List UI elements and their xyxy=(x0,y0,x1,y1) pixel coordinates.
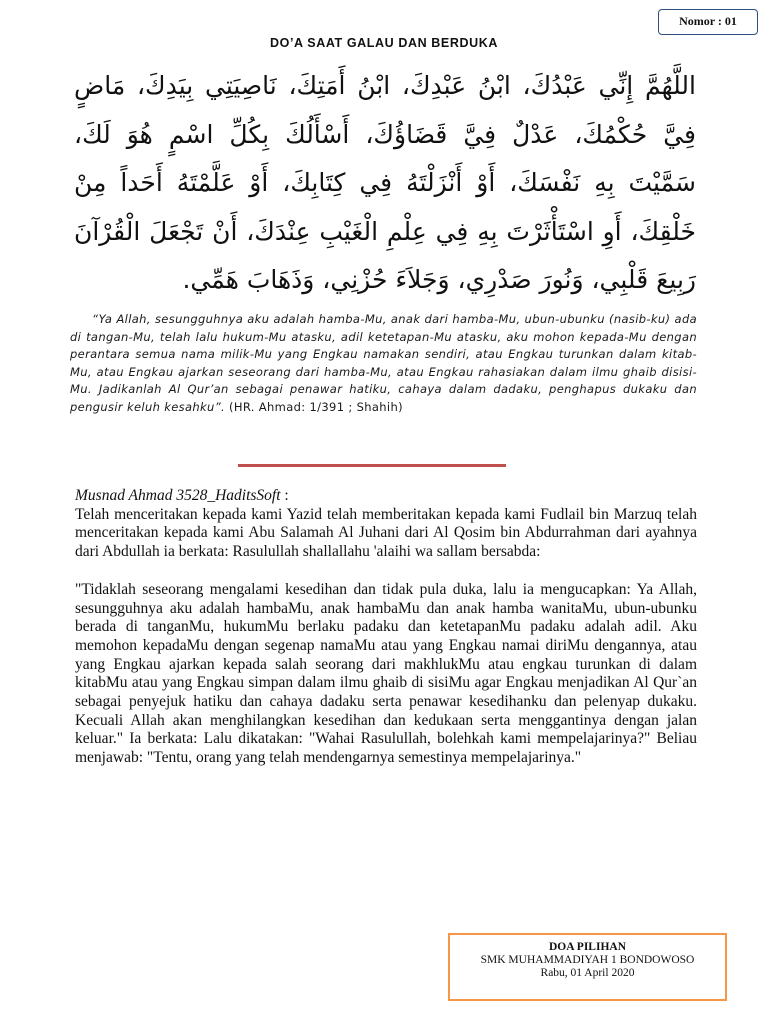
page-title: DO’A SAAT GALAU DAN BERDUKA xyxy=(270,36,498,50)
hadith-reference: Musnad Ahmad 3528_HaditsSoft xyxy=(75,487,281,504)
hadith-section xyxy=(75,487,697,768)
prayer-translation xyxy=(70,311,697,416)
footer-title: DOA PILIHAN xyxy=(549,941,626,953)
translation-text: “Ya Allah, sesungguhnya aku adalah hamba-Mu, anak dari hamba-Mu, ubun-ubunku (nasib-ku) ada di tangan-Mu, telah lalu hukum-Mu atasku, adil ketetapan-Mu atasku, aku mohon kepada-Mu dengan perantara semua nama milik-Mu yang Engkau namakan sendiri, atau Engkau turunkan dalam kitab-Mu, atau Engkau ajarkan seseorang dari hamba-Mu, atau Engkau rahasiakan dalam ilmu ghaib disisi-Mu. Jadikanlah Al Qur’an sebagai penawar hatiku, cahaya dalam dadaku, penghapus dukaku dan pengusir keluh kesahku”. xyxy=(70,312,697,414)
number-badge: Nomor : 01 xyxy=(658,9,758,35)
footer-box xyxy=(448,933,727,1001)
hadith-reference-line xyxy=(75,487,697,506)
footer-date: Rabu, 01 April 2020 xyxy=(540,967,635,979)
section-divider xyxy=(238,464,506,467)
translation-source: (HR. Ahmad: 1/391 ; Shahih) xyxy=(225,399,403,414)
arabic-prayer-text: اللَّهُمَّ إِنِّي عَبْدُكَ، ابْنُ عَبْدِكَ، ابْنُ أَمَتِكَ، نَاصِيَتِي بِيَدِكَ، مَاضٍ فِيَّ حُكْمُكَ، عَدْلٌ فِيَّ قَضَاؤُكَ، أَسْأَلُكَ بِكُلِّ اسْمٍ هُوَ لَكَ، سَمَّيْتَ بِهِ نَفْسَكَ، أَوْ أَنْزَلْتَهُ فِي كِتَابِكَ، أَوْ عَلَّمْتَهُ أَحَداً مِنْ خَلْقِكَ، أَوِ اسْتَأْثَرْتَ بِهِ فِي عِلْمِ الْغَيْبِ عِنْدَكَ، أَنْ تَجْعَلَ الْقُرْآنَ رَبِيعَ قَلْبِي، وَنُورَ صَدْرِي، وَجَلاَءَ حُزْنِي، وَذَهَابَ هَمِّي. xyxy=(74,71,696,294)
hadith-matn: "Tidaklah seseorang mengalami kesedihan dan tidak pula duka, lalu ia mengucapkan: Ya Allah, sesungguhnya aku adalah hambaMu, anak hambaMu dan anak hamba wanitaMu, ubun-ubunku berada di tanganMu, hukumMu berlaku padaku dan ketetapanMu padaku adalah adil. Aku memohon kepadaMu dengan segenap namaMu atau yang Engkau namai diriMu dengannya, atau yang Engkau ajarkan kepada salah seorang dari makhlukMu atau engkau turunkan di dalam kitabMu atau yang Engkau simpan dalam ilmu ghaib di sisiMu agar Engkau menjadikan Al Qur`an sebagai penyejuk hatiku dan cahaya dadaku serta penawar kesedihanku dan pelenyap dukaku. Kecuali Allah akan menghilangkan kesedihan dan kedukaan serta menggantinya dengan jalan keluar." Ia berkata: Lalu dikatakan: "Wahai Rasulullah, bolehkah kami mempelajarinya?" Beliau menjawab: "Tentu, orang yang telah mendengarnya semestinya mempelajarinya." xyxy=(75,580,697,767)
hadith-sanad: Telah menceritakan kepada kami Yazid telah memberitakan kepada kami Fudlail bin Marzuq telah menceritakan kepada kami Abu Salamah Al Juhani dari Al Qosim bin Abdurrahman dari ayahnya dari Abdullah ia berkata: Rasulullah shallallahu 'alaihi wa sallam bersabda: xyxy=(75,505,697,561)
hadith-reference-suffix: : xyxy=(280,487,289,504)
footer-school: SMK MUHAMMADIYAH 1 BONDOWOSO xyxy=(480,954,695,966)
